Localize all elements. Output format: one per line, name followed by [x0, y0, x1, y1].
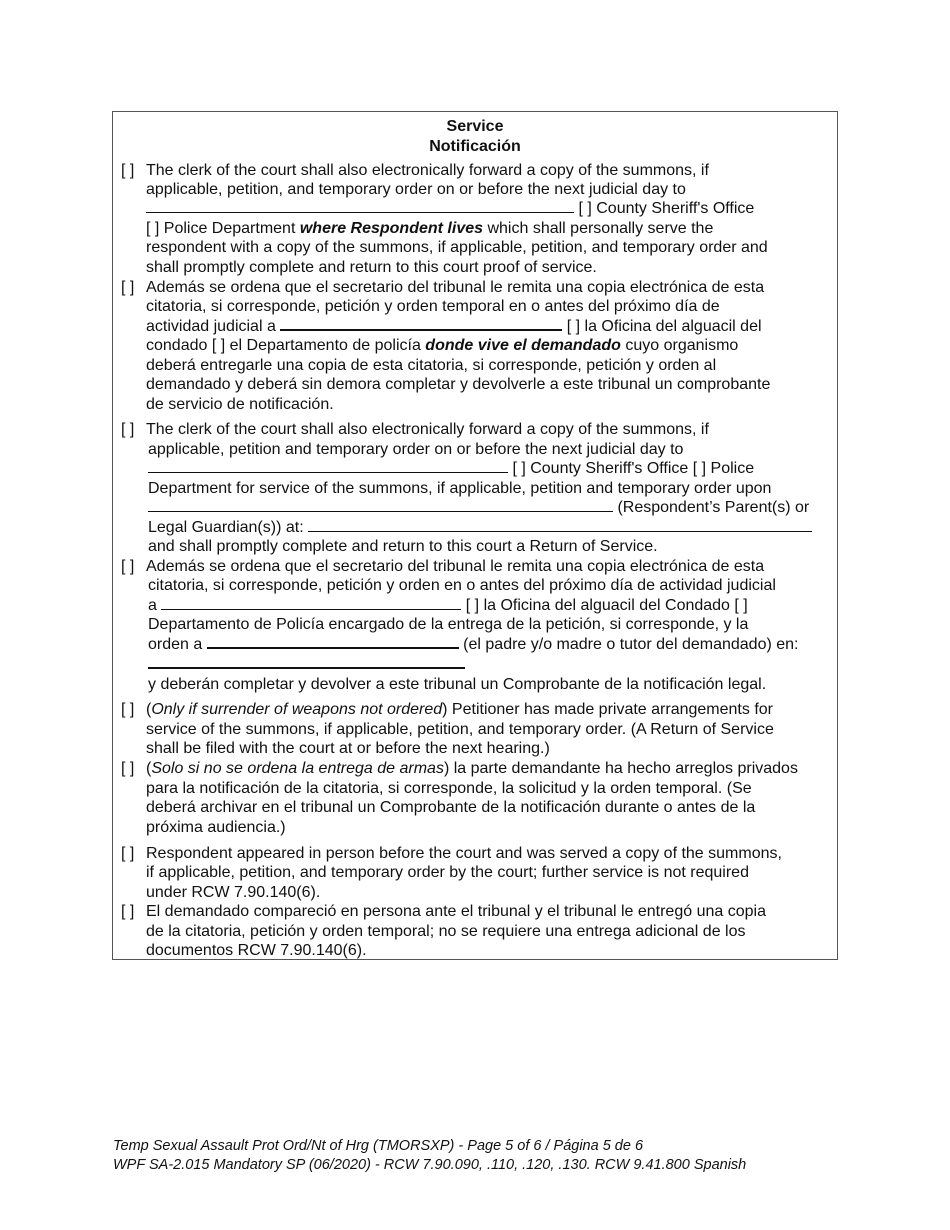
paren-open: ( [146, 701, 152, 718]
s2-line-1: Además se ordena que el secretario del tribunal le remita una copia electrónica de esta [146, 279, 765, 296]
service-section [112, 111, 838, 960]
agency-name-field-2[interactable] [148, 459, 508, 473]
s8-line-1: El demandado compareció en persona ante el tribunal y el tribunal le entregó una copia [146, 903, 766, 920]
guardian-label: Legal Guardian(s)) at: [148, 519, 309, 536]
s1-line-5: respondent with a copy of the summons, if applicable, petition, and temporary order and [146, 239, 768, 256]
s2-line-3 [146, 317, 762, 337]
checkbox-electronic-service-en[interactable]: [ ] [121, 162, 135, 179]
s3-line-1: The clerk of the court shall also electronically forward a copy of the summons, if [146, 421, 709, 438]
s4-line-3 [148, 596, 748, 616]
s3-line-6 [148, 518, 812, 538]
police-dept-option: [ ] Police Department [146, 220, 300, 237]
s7-line-3: under RCW 7.90.140(6). [146, 884, 321, 901]
parent-address-field-es[interactable] [148, 655, 465, 669]
checkbox-parent-service-en[interactable]: [ ] [121, 421, 135, 438]
agencia-field-2[interactable] [161, 596, 461, 610]
sheriff-option-es: [ ] la Oficina del alguacil del [562, 318, 762, 335]
s2-line-4-rest: cuyo organismo [620, 337, 739, 354]
footer-line-2: WPF SA-2.015 Mandatory SP (06/2020) - RCW 7.90.090, .110, .120, .130. RCW 9.41.800 Spanish [113, 1157, 747, 1173]
s5-line-3: shall be filed with the court at or before the next hearing.) [146, 740, 550, 757]
s1-line-2: applicable, petition, and temporary order on or before the next judicial day to [146, 181, 686, 198]
s4-line-3-start: a [148, 597, 162, 614]
checkbox-electronic-service-es[interactable]: [ ] [121, 279, 135, 296]
section-title-spanish: Notificación [429, 138, 521, 155]
s6-line-1-rest: ) la parte demandante ha hecho arreglos privados [443, 760, 798, 777]
parent-label: (Respondent’s Parent(s) or [613, 499, 810, 516]
emphasis-donde-vive: donde vive el demandado [425, 337, 621, 354]
sheriff-police-options: [ ] County Sheriff's Office [ ] Police [508, 460, 755, 477]
checkbox-parent-service-es[interactable]: [ ] [121, 558, 135, 575]
agency-name-field[interactable] [146, 199, 574, 213]
s2-line-4 [146, 336, 738, 356]
orden-a-label: orden a [148, 636, 207, 653]
s6-line-1 [146, 759, 798, 779]
police-option-es: condado [ ] el Departamento de policía [146, 337, 426, 354]
sheriff-option-es-2: [ ] la Oficina del alguacil del Condado [ ] [461, 597, 748, 614]
s7-line-1: Respondent appeared in person before the court and was served a copy of the summons, [146, 845, 782, 862]
s5-line-1 [146, 700, 773, 720]
section-title-english: Service [446, 118, 504, 135]
s4-line-5 [148, 635, 798, 655]
agencia-field[interactable] [280, 317, 562, 331]
s4-line-4: Departamento de Policía encargado de la entrega de la petición, si corresponde, y la [148, 616, 749, 633]
emphasis-respondent-lives: where Respondent lives [299, 220, 484, 237]
s8-line-2: de la citatoria, petición y orden temporal; no se requiere una entrega adicional de los [146, 923, 746, 940]
s2-line-6: demandado y deberá sin demora completar y devolverle a este tribunal un comprobante [146, 376, 771, 393]
s4-line-7: y deberán completar y devolver a este tribunal un Comprobante de la notificación legal. [148, 676, 767, 693]
parent-label-es: (el padre y/o madre o tutor del demandado) en: [458, 636, 799, 653]
county-sheriff-option: [ ] County Sheriff's Office [578, 200, 755, 217]
s4-line-6 [148, 655, 465, 675]
parent-name-field[interactable] [148, 498, 613, 512]
s1-line-1: The clerk of the court shall also electronically forward a copy of the summons, if [146, 162, 709, 179]
s3-line-3 [148, 459, 754, 479]
s3-line-4: Department for service of the summons, if applicable, petition and temporary order upon [148, 480, 772, 497]
s1-line-4-rest: which shall personally serve the [483, 220, 714, 237]
s2-line-7: de servicio de notificación. [146, 396, 334, 413]
s1-line-4 [146, 219, 713, 239]
paren-open-es: ( [146, 760, 152, 777]
s6-line-2: para la notificación de la citatoria, si corresponde, la solicitud y la orden temporal. (Se [146, 780, 752, 797]
s2-line-2: citatoria, si corresponde, petición y orden temporal en o antes del próximo día de [146, 298, 720, 315]
s3-line-2: applicable, petition and temporary order on or before the next judicial day to [148, 441, 684, 458]
s5-line-2: service of the summons, if applicable, petition, and temporary order. (A Return of Service [146, 721, 774, 738]
s4-line-1: Además se ordena que el secretario del tribunal le remita una copia electrónica de esta [146, 558, 765, 575]
s6-line-4: próxima audiencia.) [146, 819, 286, 836]
checkbox-in-person-es[interactable]: [ ] [121, 903, 135, 920]
s8-line-3: documentos RCW 7.90.140(6). [146, 942, 367, 959]
weapons-condition-en: Only if surrender of weapons not ordered [151, 701, 443, 718]
s1-line-3 [146, 199, 754, 219]
parent-address-field[interactable] [308, 518, 812, 532]
s5-line-1-rest: ) Petitioner has made private arrangements for [442, 701, 773, 718]
s3-line-5 [148, 498, 809, 518]
s4-line-2: citatoria, si corresponde, petición y orden en o antes del próximo día de actividad judicial [148, 577, 776, 594]
footer-line-1: Temp Sexual Assault Prot Ord/Nt of Hrg (TMORSXP) - Page 5 of 6 / Página 5 de 6 [113, 1138, 644, 1154]
weapons-condition-es: Solo si no se ordena la entrega de armas [151, 760, 444, 777]
s2-line-5: deberá entregarle una copia de esta citatoria, si corresponde, petición y orden al [146, 357, 717, 374]
s2-line-3-start: actividad judicial a [146, 318, 281, 335]
s1-line-6: shall promptly complete and return to this court proof of service. [146, 259, 597, 276]
s7-line-2: if applicable, petition, and temporary order by the court; further service is not required [146, 864, 749, 881]
s6-line-3: deberá archivar en el tribunal un Comprobante de la notificación durante o antes de la [146, 799, 756, 816]
checkbox-private-service-en[interactable]: [ ] [121, 701, 135, 718]
s3-line-7: and shall promptly complete and return to this court a Return of Service. [148, 538, 658, 555]
parent-name-field-es[interactable] [207, 635, 459, 649]
checkbox-in-person-en[interactable]: [ ] [121, 845, 135, 862]
checkbox-private-service-es[interactable]: [ ] [121, 760, 135, 777]
